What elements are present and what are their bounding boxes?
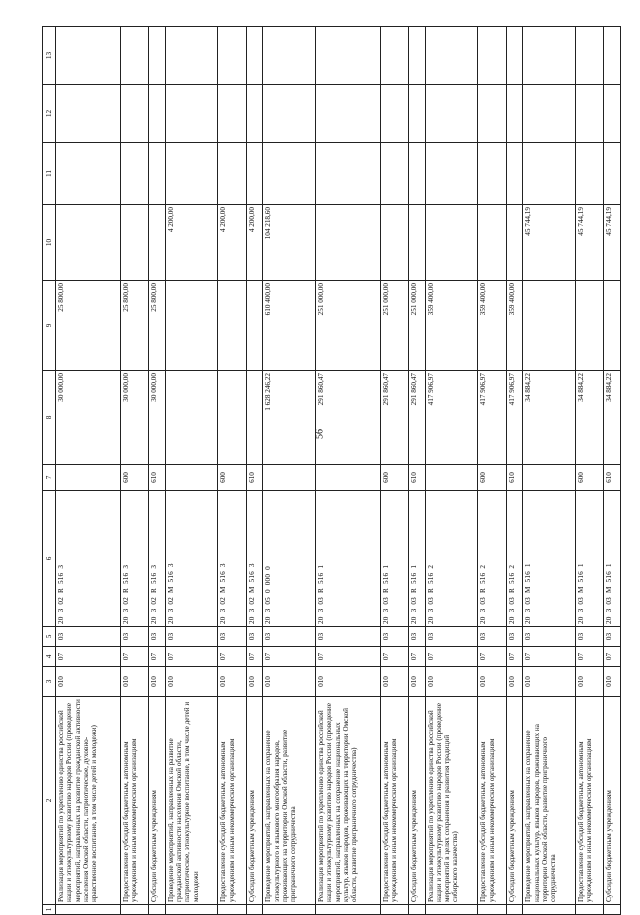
amount-col9-cell: 25 800,00 bbox=[149, 281, 165, 371]
description-cell: Предоставление субсидий бюджетным, автономным учреждениям и иным некоммерческим организациям bbox=[120, 697, 149, 905]
subsection-cell: 03 bbox=[218, 627, 247, 647]
amount-col9-cell: 359 400,00 bbox=[425, 281, 478, 371]
column-number-row bbox=[43, 27, 56, 915]
amount-col13-cell bbox=[523, 27, 576, 85]
description-cell: Реализация мероприятий по укреплению единства российской нации и этнокультурному развитию народов России (проведение мероприятий, направленных на сохранение национальных культур, языков народов, проживающих на территории Омской области, развитие приграничного сотрудничества) bbox=[315, 697, 380, 905]
amount-col9-cell bbox=[523, 281, 576, 371]
admin-code-cell: 010 bbox=[315, 667, 380, 697]
expense-type-cell: 600 bbox=[478, 465, 507, 491]
amount-col8-cell: 291 860,47 bbox=[409, 371, 425, 465]
amount-col8-cell: 417 906,97 bbox=[425, 371, 478, 465]
column-number-13: 13 bbox=[43, 27, 56, 85]
subsection-cell: 03 bbox=[56, 627, 121, 647]
column-number-9: 9 bbox=[43, 281, 56, 371]
amount-col12-cell bbox=[478, 85, 507, 143]
expense-type-cell: 600 bbox=[218, 465, 247, 491]
amount-col8-cell: 291 860,47 bbox=[380, 371, 409, 465]
description-cell: Субсидии бюджетным учреждениям bbox=[506, 697, 522, 905]
amount-col13-cell bbox=[56, 27, 121, 85]
amount-col9-cell: 251 000,00 bbox=[409, 281, 425, 371]
admin-code-cell: 010 bbox=[246, 667, 262, 697]
amount-col8-cell: 34 884,22 bbox=[604, 371, 621, 465]
amount-col8-cell: 34 884,22 bbox=[575, 371, 604, 465]
amount-col10-cell bbox=[56, 205, 121, 281]
expense-type-cell: 610 bbox=[604, 465, 621, 491]
amount-col9-cell: 251 000,00 bbox=[315, 281, 380, 371]
amount-col11-cell bbox=[120, 143, 149, 205]
description-cell: Проведение мероприятий, направленных на развитие гражданской активности населения Омской области, патриотическое, этнокультурное воспитание, в том числе детей и молодежи bbox=[165, 697, 218, 905]
section-cell: 07 bbox=[315, 647, 380, 667]
section-cell: 07 bbox=[523, 647, 576, 667]
expense-type-cell: 610 bbox=[506, 465, 522, 491]
description-cell: Предоставление субсидий бюджетным, автономным учреждениям и иным некоммерческим организациям bbox=[478, 697, 507, 905]
section-cell: 07 bbox=[56, 647, 121, 667]
amount-col12-cell bbox=[380, 85, 409, 143]
subsection-cell: 03 bbox=[380, 627, 409, 647]
amount-col10-cell: 4 200,00 bbox=[218, 205, 247, 281]
target-article-cell: 20 3 03 R 516 2 bbox=[478, 491, 507, 627]
table-row bbox=[575, 27, 604, 915]
row-number bbox=[56, 905, 121, 915]
amount-col8-cell: 30 000,00 bbox=[149, 371, 165, 465]
amount-col8-cell bbox=[246, 371, 262, 465]
amount-col12-cell bbox=[246, 85, 262, 143]
amount-col9-cell: 25 800,00 bbox=[120, 281, 149, 371]
admin-code-cell: 010 bbox=[506, 667, 522, 697]
section-cell: 07 bbox=[409, 647, 425, 667]
column-number-11: 11 bbox=[43, 143, 56, 205]
target-article-cell: 20 3 02 M 516 3 bbox=[246, 491, 262, 627]
section-cell: 07 bbox=[575, 647, 604, 667]
amount-col10-cell bbox=[506, 205, 522, 281]
table-row bbox=[56, 27, 121, 915]
row-number bbox=[315, 905, 380, 915]
expense-type-cell bbox=[263, 465, 316, 491]
description-cell: Предоставление субсидий бюджетным, автономным учреждениям и иным некоммерческим организациям bbox=[218, 697, 247, 905]
expense-type-cell bbox=[315, 465, 380, 491]
table-row bbox=[604, 27, 621, 915]
target-article-cell: 20 3 03 R 516 1 bbox=[315, 491, 380, 627]
column-number-10: 10 bbox=[43, 205, 56, 281]
subsection-cell: 03 bbox=[246, 627, 262, 647]
admin-code-cell: 010 bbox=[478, 667, 507, 697]
target-article-cell: 20 3 03 R 516 1 bbox=[409, 491, 425, 627]
amount-col9-cell bbox=[218, 281, 247, 371]
description-cell: Реализация мероприятий по укреплению единства российской нации и этнокультурному развитию народов России (проведение мероприятий в целях сохранения и развития традиций сибирского казачества) bbox=[425, 697, 478, 905]
row-number bbox=[263, 905, 316, 915]
row-number bbox=[246, 905, 262, 915]
table-row bbox=[315, 27, 380, 915]
amount-col12-cell bbox=[56, 85, 121, 143]
amount-col11-cell bbox=[575, 143, 604, 205]
admin-code-cell: 010 bbox=[604, 667, 621, 697]
amount-col13-cell bbox=[478, 27, 507, 85]
amount-col10-cell: 45 744,19 bbox=[575, 205, 604, 281]
amount-col11-cell bbox=[263, 143, 316, 205]
admin-code-cell: 010 bbox=[149, 667, 165, 697]
amount-col13-cell bbox=[165, 27, 218, 85]
amount-col13-cell bbox=[315, 27, 380, 85]
amount-col13-cell bbox=[380, 27, 409, 85]
section-cell: 07 bbox=[380, 647, 409, 667]
target-article-cell: 20 3 02 R 516 3 bbox=[120, 491, 149, 627]
amount-col8-cell bbox=[165, 371, 218, 465]
expense-type-cell: 610 bbox=[149, 465, 165, 491]
subsection-cell: 03 bbox=[315, 627, 380, 647]
amount-col10-cell: 45 744,19 bbox=[523, 205, 576, 281]
table-row bbox=[149, 27, 165, 915]
subsection-cell: 03 bbox=[523, 627, 576, 647]
subsection-cell: 03 bbox=[149, 627, 165, 647]
amount-col11-cell bbox=[149, 143, 165, 205]
amount-col8-cell: 417 906,97 bbox=[478, 371, 507, 465]
row-number bbox=[575, 905, 604, 915]
amount-col13-cell bbox=[409, 27, 425, 85]
amount-col13-cell bbox=[218, 27, 247, 85]
amount-col11-cell bbox=[165, 143, 218, 205]
row-number bbox=[425, 905, 478, 915]
amount-col13-cell bbox=[263, 27, 316, 85]
admin-code-cell: 010 bbox=[56, 667, 121, 697]
expense-type-cell bbox=[56, 465, 121, 491]
description-cell: Предоставление субсидий бюджетным, автономным учреждениям и иным некоммерческим организациям bbox=[575, 697, 604, 905]
subsection-cell: 03 bbox=[506, 627, 522, 647]
table-row bbox=[409, 27, 425, 915]
subsection-cell: 03 bbox=[165, 627, 218, 647]
target-article-cell: 20 3 02 M 516 3 bbox=[218, 491, 247, 627]
amount-col11-cell bbox=[506, 143, 522, 205]
table-row bbox=[523, 27, 576, 915]
amount-col10-cell bbox=[425, 205, 478, 281]
target-article-cell: 20 3 05 0 000 0 bbox=[263, 491, 316, 627]
target-article-cell: 20 3 03 M 516 1 bbox=[523, 491, 576, 627]
amount-col8-cell: 291 860,47 bbox=[315, 371, 380, 465]
target-article-cell: 20 3 03 M 516 1 bbox=[604, 491, 621, 627]
description-cell: Субсидии бюджетным учреждениям bbox=[149, 697, 165, 905]
expense-type-cell: 600 bbox=[120, 465, 149, 491]
target-article-cell: 20 3 03 R 516 2 bbox=[506, 491, 522, 627]
amount-col8-cell: 417 906,97 bbox=[506, 371, 522, 465]
target-article-cell: 20 3 02 R 516 3 bbox=[149, 491, 165, 627]
amount-col11-cell bbox=[218, 143, 247, 205]
amount-col9-cell: 610 400,00 bbox=[263, 281, 316, 371]
amount-col11-cell bbox=[478, 143, 507, 205]
amount-col8-cell: 30 000,00 bbox=[120, 371, 149, 465]
amount-col8-cell bbox=[218, 371, 247, 465]
amount-col12-cell bbox=[120, 85, 149, 143]
amount-col10-cell bbox=[380, 205, 409, 281]
table-row bbox=[506, 27, 522, 915]
amount-col11-cell bbox=[425, 143, 478, 205]
section-cell: 07 bbox=[478, 647, 507, 667]
target-article-cell: 20 3 02 R 516 3 bbox=[56, 491, 121, 627]
amount-col12-cell bbox=[263, 85, 316, 143]
target-article-cell: 20 3 02 M 516 3 bbox=[165, 491, 218, 627]
target-article-cell: 20 3 03 R 516 2 bbox=[425, 491, 478, 627]
page-number: 56 bbox=[314, 429, 326, 439]
expense-type-cell bbox=[523, 465, 576, 491]
amount-col9-cell: 25 800,00 bbox=[56, 281, 121, 371]
amount-col11-cell bbox=[604, 143, 621, 205]
table-row bbox=[120, 27, 149, 915]
amount-col13-cell bbox=[506, 27, 522, 85]
expense-type-cell bbox=[165, 465, 218, 491]
description-cell: Проведение мероприятий, направленных на сохранение национальных культур, языков народов, проживающих на территории Омской области, развитие приграничного сотрудничества bbox=[523, 697, 576, 905]
budget-table bbox=[42, 26, 621, 915]
column-number-7: 7 bbox=[43, 465, 56, 491]
subsection-cell: 03 bbox=[120, 627, 149, 647]
amount-col13-cell bbox=[604, 27, 621, 85]
row-number bbox=[218, 905, 247, 915]
amount-col9-cell bbox=[165, 281, 218, 371]
table-row bbox=[246, 27, 262, 915]
description-cell: Субсидии бюджетным учреждениям bbox=[246, 697, 262, 905]
amount-col11-cell bbox=[56, 143, 121, 205]
amount-col12-cell bbox=[218, 85, 247, 143]
table-row bbox=[218, 27, 247, 915]
amount-col11-cell bbox=[380, 143, 409, 205]
section-cell: 07 bbox=[149, 647, 165, 667]
amount-col9-cell: 359 400,00 bbox=[478, 281, 507, 371]
amount-col12-cell bbox=[523, 85, 576, 143]
subsection-cell: 03 bbox=[604, 627, 621, 647]
admin-code-cell: 010 bbox=[218, 667, 247, 697]
subsection-cell: 03 bbox=[575, 627, 604, 647]
table-row bbox=[380, 27, 409, 915]
section-cell: 07 bbox=[604, 647, 621, 667]
target-article-cell: 20 3 03 R 516 1 bbox=[380, 491, 409, 627]
rotated-table-scan bbox=[42, 27, 621, 915]
row-number bbox=[604, 905, 621, 915]
section-cell: 07 bbox=[120, 647, 149, 667]
amount-col12-cell bbox=[604, 85, 621, 143]
description-cell: Субсидии бюджетным учреждениям bbox=[604, 697, 621, 905]
expense-type-cell: 600 bbox=[575, 465, 604, 491]
section-cell: 07 bbox=[165, 647, 218, 667]
row-number bbox=[149, 905, 165, 915]
description-cell: Проведение мероприятий, направленных на сохранение этнокультурного и языкового многообразия народов, проживающих на территории Омской области, развитие приграничного сотрудничества bbox=[263, 697, 316, 905]
description-cell: Предоставление субсидий бюджетным, автономным учреждениям и иным некоммерческим организациям bbox=[380, 697, 409, 905]
section-cell: 07 bbox=[425, 647, 478, 667]
column-number-6: 6 bbox=[43, 491, 56, 627]
subsection-cell: 03 bbox=[478, 627, 507, 647]
description-cell: Реализация мероприятий по укреплению единства российской нации и этнокультурному развитию народов России (проведение мероприятий, направленных на развитие гражданской активности населения Омской области, патриотическое, духовно-нравственное воспитание, в том числе детей и молодежи) bbox=[56, 697, 121, 905]
amount-col13-cell bbox=[149, 27, 165, 85]
amount-col12-cell bbox=[425, 85, 478, 143]
amount-col10-cell: 104 218,60 bbox=[263, 205, 316, 281]
column-number-4: 4 bbox=[43, 647, 56, 667]
amount-col10-cell bbox=[149, 205, 165, 281]
amount-col10-cell bbox=[120, 205, 149, 281]
amount-col13-cell bbox=[575, 27, 604, 85]
amount-col12-cell bbox=[506, 85, 522, 143]
amount-col9-cell bbox=[246, 281, 262, 371]
expense-type-cell bbox=[425, 465, 478, 491]
section-cell: 07 bbox=[506, 647, 522, 667]
amount-col9-cell: 251 000,00 bbox=[380, 281, 409, 371]
subsection-cell: 03 bbox=[409, 627, 425, 647]
amount-col11-cell bbox=[523, 143, 576, 205]
admin-code-cell: 010 bbox=[425, 667, 478, 697]
amount-col12-cell bbox=[409, 85, 425, 143]
amount-col11-cell bbox=[315, 143, 380, 205]
admin-code-cell: 010 bbox=[120, 667, 149, 697]
target-article-cell: 20 3 03 M 516 1 bbox=[575, 491, 604, 627]
description-cell: Субсидии бюджетным учреждениям bbox=[409, 697, 425, 905]
table-row bbox=[425, 27, 478, 915]
row-number bbox=[506, 905, 522, 915]
table-row bbox=[263, 27, 316, 915]
amount-col13-cell bbox=[425, 27, 478, 85]
admin-code-cell: 010 bbox=[409, 667, 425, 697]
amount-col10-cell: 4 200,00 bbox=[246, 205, 262, 281]
section-cell: 07 bbox=[246, 647, 262, 667]
amount-col10-cell bbox=[409, 205, 425, 281]
amount-col8-cell: 34 884,22 bbox=[523, 371, 576, 465]
column-number-3: 3 bbox=[43, 667, 56, 697]
amount-col13-cell bbox=[120, 27, 149, 85]
column-number-12: 12 bbox=[43, 85, 56, 143]
table-row bbox=[478, 27, 507, 915]
amount-col12-cell bbox=[575, 85, 604, 143]
admin-code-cell: 010 bbox=[523, 667, 576, 697]
admin-code-cell: 010 bbox=[380, 667, 409, 697]
table-row bbox=[165, 27, 218, 915]
amount-col11-cell bbox=[246, 143, 262, 205]
column-number-5: 5 bbox=[43, 627, 56, 647]
amount-col10-cell bbox=[315, 205, 380, 281]
amount-col8-cell: 1 628 246,22 bbox=[263, 371, 316, 465]
column-number-8: 8 bbox=[43, 371, 56, 465]
section-cell: 07 bbox=[263, 647, 316, 667]
column-number-2: 2 bbox=[43, 697, 56, 905]
amount-col9-cell bbox=[604, 281, 621, 371]
amount-col8-cell: 30 000,00 bbox=[56, 371, 121, 465]
admin-code-cell: 010 bbox=[165, 667, 218, 697]
amount-col11-cell bbox=[409, 143, 425, 205]
amount-col9-cell bbox=[575, 281, 604, 371]
row-number bbox=[523, 905, 576, 915]
amount-col10-cell bbox=[478, 205, 507, 281]
expense-type-cell: 610 bbox=[246, 465, 262, 491]
amount-col12-cell bbox=[165, 85, 218, 143]
subsection-cell: 03 bbox=[263, 627, 316, 647]
table-body bbox=[56, 27, 621, 915]
amount-col10-cell: 45 744,19 bbox=[604, 205, 621, 281]
section-cell: 07 bbox=[218, 647, 247, 667]
admin-code-cell: 010 bbox=[263, 667, 316, 697]
row-number bbox=[120, 905, 149, 915]
amount-col9-cell: 359 400,00 bbox=[506, 281, 522, 371]
row-number bbox=[165, 905, 218, 915]
expense-type-cell: 600 bbox=[380, 465, 409, 491]
amount-col12-cell bbox=[149, 85, 165, 143]
amount-col12-cell bbox=[315, 85, 380, 143]
row-number bbox=[478, 905, 507, 915]
expense-type-cell: 610 bbox=[409, 465, 425, 491]
subsection-cell: 03 bbox=[425, 627, 478, 647]
row-number bbox=[380, 905, 409, 915]
column-number-1: 1 bbox=[43, 905, 56, 915]
admin-code-cell: 010 bbox=[575, 667, 604, 697]
amount-col13-cell bbox=[246, 27, 262, 85]
row-number bbox=[409, 905, 425, 915]
amount-col10-cell: 4 200,00 bbox=[165, 205, 218, 281]
